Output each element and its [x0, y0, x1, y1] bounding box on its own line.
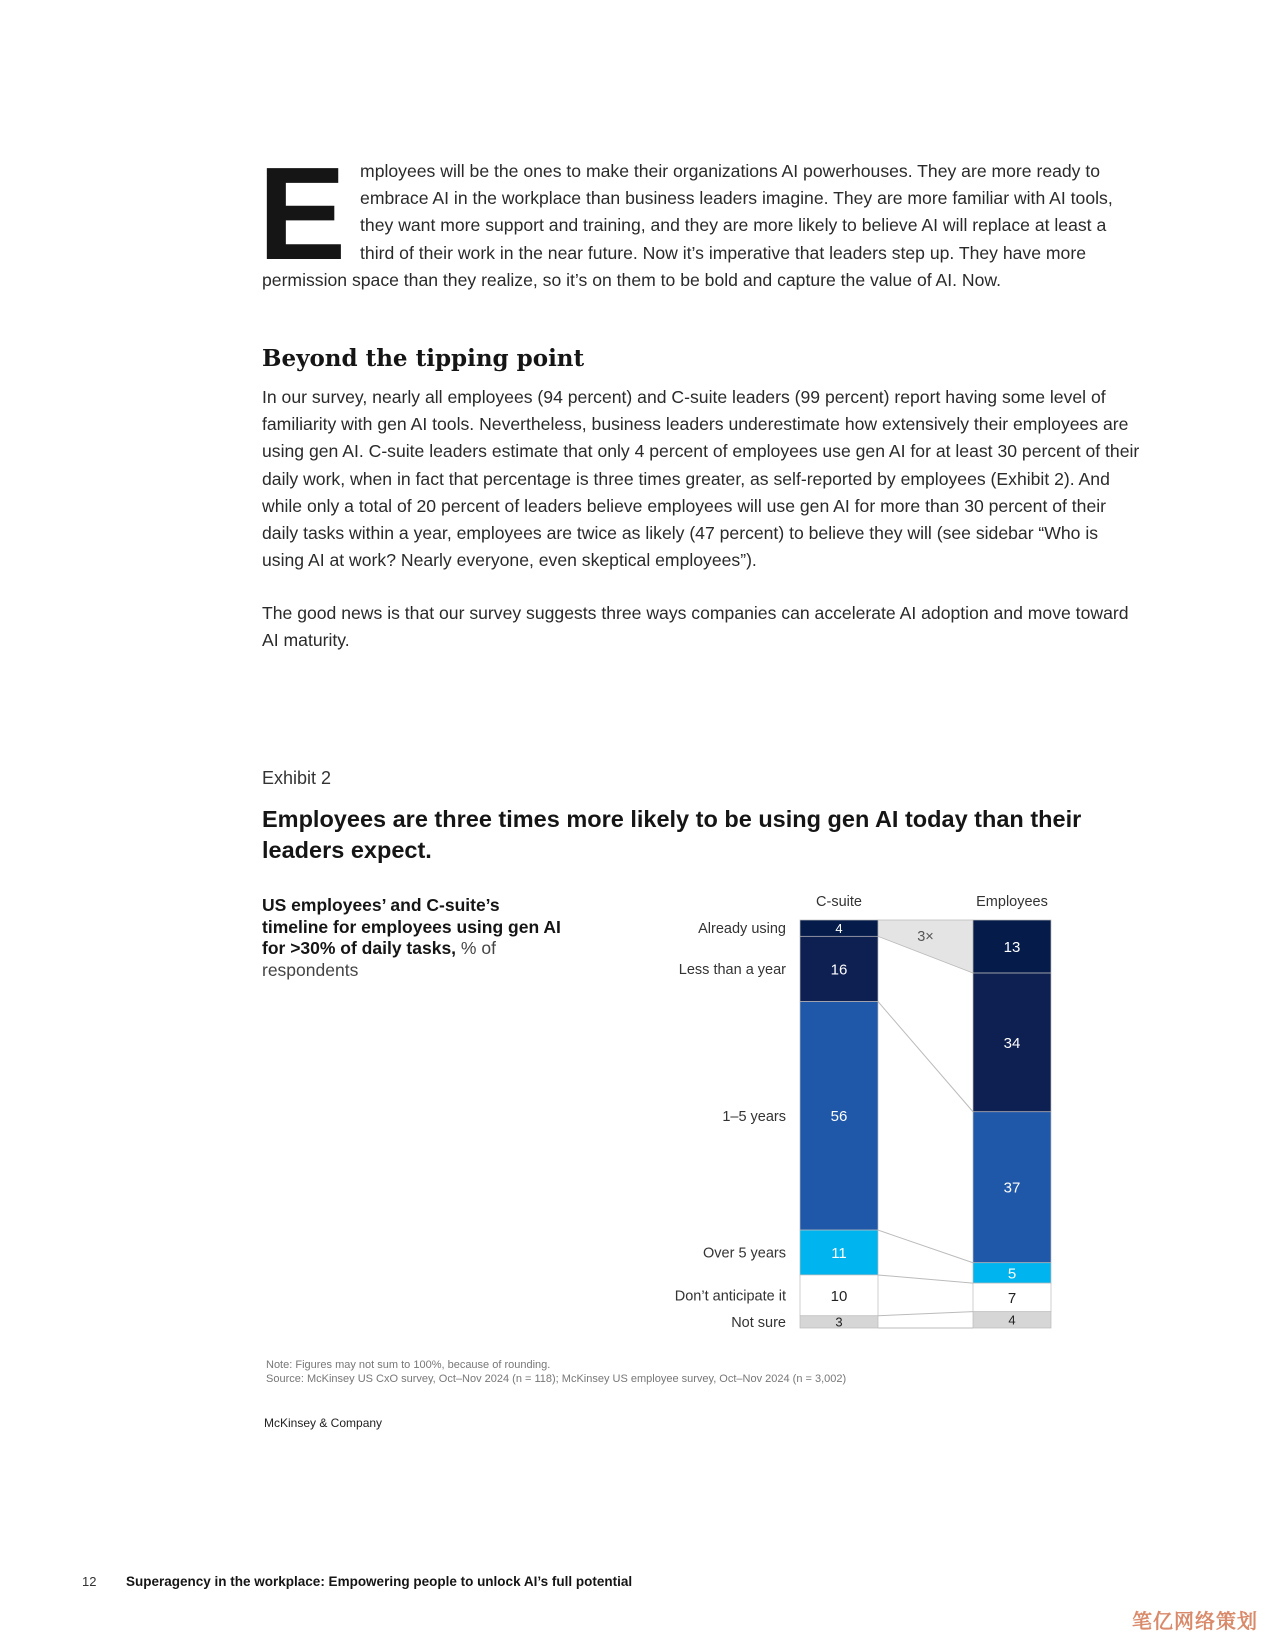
data-label: 34 — [1003, 1034, 1021, 1052]
data-label: 7 — [1007, 1289, 1017, 1307]
connector-already-using — [878, 920, 973, 973]
brand-logo-text: McKinsey & Company — [264, 1416, 383, 1430]
intro-text: mployees will be the ones to make their organizations AI powerhouses. They are more ready to embrace AI in the workplace than business leaders imagine. They are more familiar with AI tools, they want more support and training, and they are more likely to believe AI will replace at least a third of their work in the near future. Now it’s imperative that leaders step up. They have more permission space than they realize, so it’s on them to be bold and capture the value of AI. Now. — [262, 161, 1113, 290]
stacked-bar-chart — [640, 880, 1070, 1336]
page-number: 12 — [82, 1574, 97, 1589]
data-label: 5 — [1007, 1265, 1017, 1283]
annotation-3x: 3× — [917, 929, 934, 945]
exhibit-label: Exhibit 2 — [262, 768, 332, 788]
category-label: Not sure — [731, 1314, 786, 1331]
category-label: Less than a year — [678, 961, 786, 978]
series-header: Employees — [976, 894, 1048, 910]
body-paragraph-2: The good news is that our survey suggests three ways companies can accelerate AI adoption and move toward AI maturity. — [262, 603, 1129, 651]
footer-title: Superagency in the workplace: Empowering people to unlock AI’s full potential — [126, 1574, 633, 1589]
chart-subtitle — [262, 895, 562, 981]
data-label: 4 — [835, 920, 843, 936]
data-label: 11 — [831, 1244, 847, 1262]
data-label: 3 — [835, 1314, 843, 1330]
data-label: 10 — [830, 1287, 848, 1305]
category-label: 1–5 years — [722, 1108, 786, 1125]
drop-cap: E — [258, 140, 347, 287]
section-title: Beyond the tipping point — [262, 345, 585, 372]
category-label: Over 5 years — [703, 1245, 786, 1262]
watermark: 笔亿网络策划 — [1132, 1611, 1258, 1633]
category-label: Already using — [698, 921, 786, 938]
data-label: 56 — [830, 1108, 848, 1126]
exhibit-title: Employees are three times more likely to be using gen AI today than their leaders expect. — [262, 806, 1082, 863]
chart-source: Source: McKinsey US CxO survey, Oct–Nov 2024 (n = 118); McKinsey US employee survey, Oct–Nov 2024 (n = 3,002) — [266, 1373, 847, 1385]
connector-line-4 — [878, 1312, 973, 1316]
connector-line-2 — [878, 1230, 973, 1263]
chart-subtitle-unit: % of respondents — [262, 938, 496, 980]
body-paragraph-1: In our survey, nearly all employees (94 percent) and C-suite leaders (99 percent) report having some level of familiarity with gen AI tools. Nevertheless, business leaders underestimate how extensively their employees are using gen AI. C-suite leaders estimate that only 4 percent of employees use gen AI for at least 30 percent of their daily work, when in fact that percentage is three times greater, as self-reported by employees (Exhibit 2). And while only a total of 20 percent of leaders believe employees will use gen AI for more than 30 percent of their daily tasks within a year, employees are twice as likely (47 percent) to believe they will (see sidebar “Who is using AI at work? Nearly everyone, even skeptical employees”). — [262, 387, 1140, 571]
chart-subtitle-bold: US employees’ and C-suite’s timeline for employees using gen AI for >30% of daily tasks, — [262, 895, 561, 958]
data-label: 16 — [830, 961, 848, 979]
connector-line-3 — [878, 1275, 973, 1283]
data-label: 37 — [1003, 1179, 1021, 1197]
chart-note: Note: Figures may not sum to 100%, because of rounding. — [266, 1359, 551, 1371]
series-header: C-suite — [816, 894, 862, 910]
data-label: 13 — [1003, 938, 1021, 956]
category-label: Don’t anticipate it — [674, 1288, 786, 1305]
connector-line-1 — [878, 1002, 973, 1112]
data-label: 4 — [1008, 1312, 1016, 1328]
intro-paragraph — [258, 140, 1142, 294]
